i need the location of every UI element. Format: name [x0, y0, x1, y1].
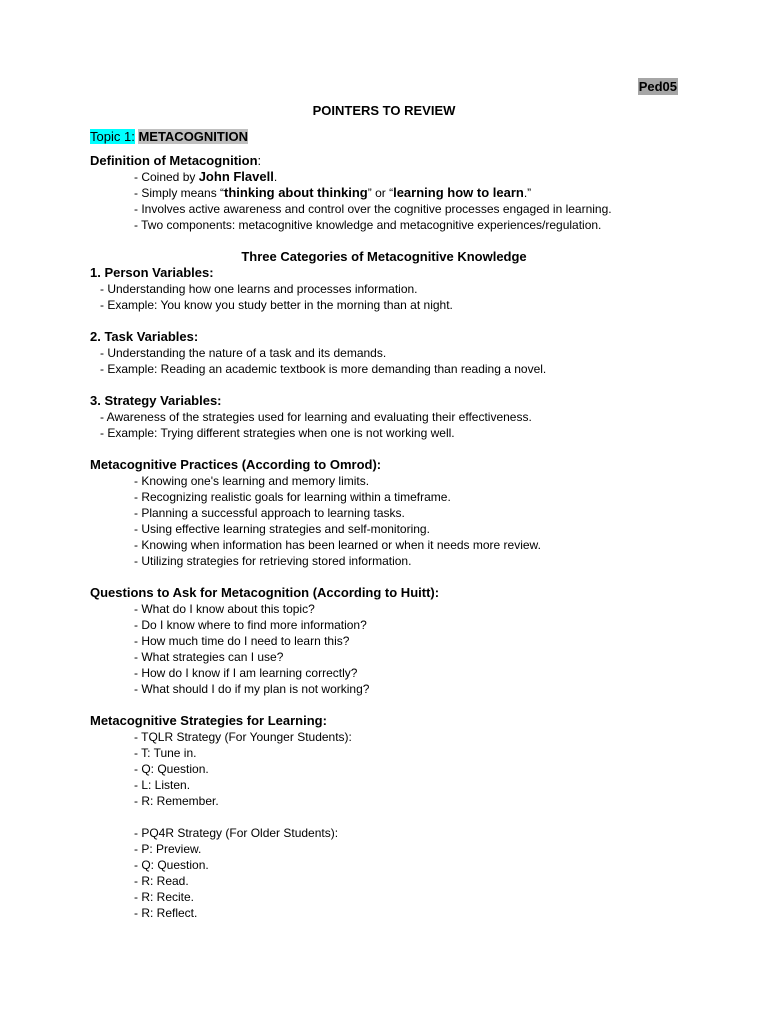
list-item: - Example: You know you study better in the morning than at night.	[100, 298, 453, 312]
list-item: - R: Remember.	[134, 794, 219, 808]
list-item: - Using effective learning strategies and self-monitoring.	[134, 522, 430, 536]
practices-section	[90, 457, 690, 569]
list-item: - Understanding how one learns and processes information.	[100, 282, 418, 296]
list-item: - Recognizing realistic goals for learning within a timeframe.	[134, 490, 451, 504]
topic-tag: Topic 1:	[90, 129, 135, 144]
list-item: - What should I do if my plan is not working?	[134, 682, 370, 696]
list-item: - Q: Question.	[134, 858, 209, 872]
strategies-section	[90, 713, 690, 921]
list-item: - What do I know about this topic?	[134, 602, 315, 616]
topic-name: METACOGNITION	[138, 129, 248, 144]
list-item: - PQ4R Strategy (For Older Students):	[134, 826, 339, 840]
list-item: - What strategies can I use?	[134, 650, 284, 664]
definition-heading: Definition of Metacognition:	[90, 153, 262, 168]
list-item: - R: Read.	[134, 874, 189, 888]
list-item: - How much time do I need to learn this?	[134, 634, 350, 648]
list-item: - Utilizing strategies for retrieving stored information.	[134, 554, 412, 568]
list-item: - Example: Trying different strategies when one is not working well.	[100, 426, 455, 440]
practices-heading: Metacognitive Practices (According to Omrod):	[90, 457, 382, 472]
definition-line: - Two components: metacognitive knowledge and metacognitive experiences/regulation.	[134, 218, 602, 232]
categories-heading: Three Categories of Metacognitive Knowledge	[241, 249, 527, 264]
document-code: Ped05	[638, 79, 677, 94]
list-item: - Knowing one's learning and memory limits.	[134, 474, 370, 488]
task-variables-heading: 2. Task Variables:	[90, 329, 199, 344]
list-item: - Knowing when information has been learned or when it needs more review.	[134, 538, 541, 552]
list-item: - Q: Question.	[134, 762, 209, 776]
definition-line: - Involves active awareness and control over the cognitive processes engaged in learning.	[134, 202, 612, 216]
topic-heading	[90, 128, 248, 145]
list-item: - R: Reflect.	[134, 906, 198, 920]
list-item: - R: Recite.	[134, 890, 195, 904]
spacer	[90, 809, 690, 825]
list-item: - Example: Reading an academic textbook is more demanding than reading a novel.	[100, 362, 547, 376]
list-item: - How do I know if I am learning correctly?	[134, 666, 358, 680]
list-item: - Planning a successful approach to learning tasks.	[134, 506, 405, 520]
list-item: - TQLR Strategy (For Younger Students):	[134, 730, 352, 744]
definition-means: - Simply means “thinking about thinking” or “learning how to learn.”	[134, 185, 532, 200]
list-item: - P: Preview.	[134, 842, 202, 856]
person-variables-heading: 1. Person Variables:	[90, 265, 214, 280]
questions-section	[90, 585, 690, 697]
strategy-variables-heading: 3. Strategy Variables:	[90, 393, 222, 408]
task-variables-section	[90, 329, 690, 377]
strategies-heading: Metacognitive Strategies for Learning:	[90, 713, 327, 728]
list-item: - L: Listen.	[134, 778, 191, 792]
list-item: - Awareness of the strategies used for learning and evaluating their effectiveness.	[100, 410, 532, 424]
list-item: - Do I know where to find more information?	[134, 618, 367, 632]
list-item: - Understanding the nature of a task and its demands.	[100, 346, 387, 360]
person-variables-section	[90, 265, 690, 313]
definition-coined: - Coined by John Flavell.	[134, 169, 278, 184]
questions-heading: Questions to Ask for Metacognition (According to Huitt):	[90, 585, 440, 600]
strategy-variables-section	[90, 393, 690, 441]
page-title: POINTERS TO REVIEW	[312, 103, 456, 118]
list-item: - T: Tune in.	[134, 746, 197, 760]
definition-section	[90, 153, 690, 233]
